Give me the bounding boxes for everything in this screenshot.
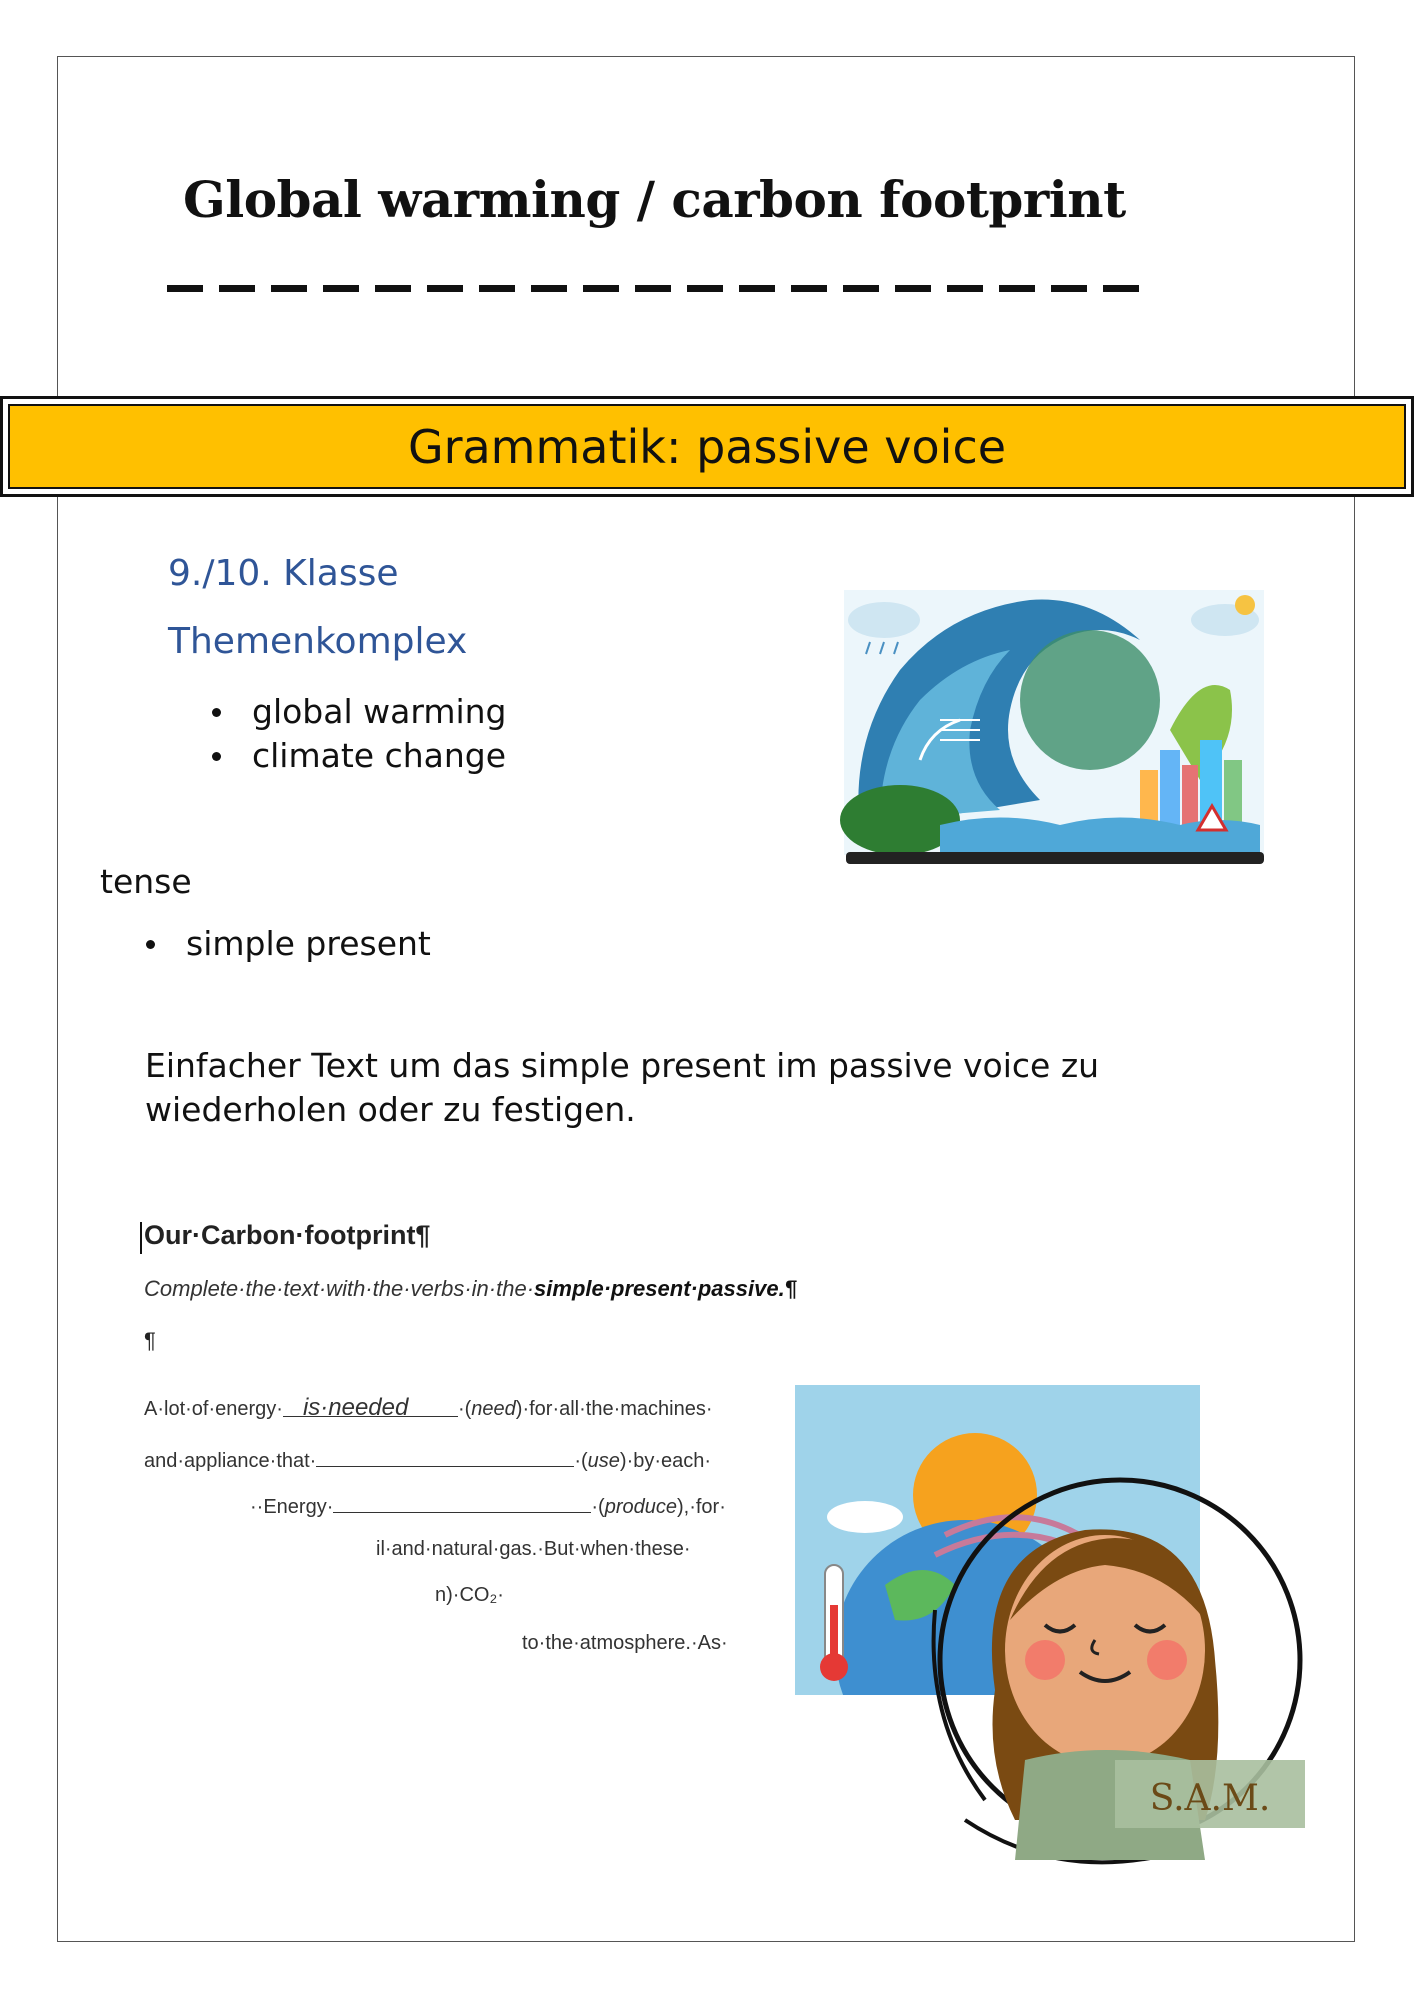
tense-item: simple present [186,922,431,966]
bullet-icon [212,708,221,717]
grammar-banner [0,396,1414,497]
topics-list [252,690,507,778]
description-text: Einfacher Text um das simple present im passive voice zu wiederholen oder zu festigen. [145,1046,1100,1129]
worksheet-title: Our·Carbon·footprint¶ [144,1220,431,1250]
worksheet-line: to·the·atmosphere.·As· [522,1632,728,1654]
worksheet-preview [140,1220,797,1680]
worksheet-instruction: Complete·the·text·with·the·verbs·in·the·simple·present·passive.¶ [144,1276,797,1301]
worksheet-line: il·and·natural·gas.·But·when·these· [376,1538,691,1560]
bullet-icon [212,752,221,761]
text-cursor [140,1222,142,1254]
topic-item: climate change [252,734,507,778]
flood-illustration [840,580,1268,890]
worksheet-line: n)·CO₂· [435,1584,504,1606]
worksheet-line: A·lot·of·energy· is·needed ·(need)·for·all·the·machines· [144,1394,713,1421]
tense-heading: tense [100,862,192,901]
topic-item: global warming [252,690,507,734]
logo-text: S.A.M. [1149,1778,1271,1819]
example-answer: is·needed [302,1394,409,1421]
bullet-icon [146,940,155,949]
topics-heading: Themenkomplex [168,621,468,662]
grade-level: 9./10. Klasse [168,553,399,594]
worksheet-line: and·appliance·that· ·(use)·by·each· [144,1444,711,1473]
worksheet-line: ··Energy· ·(produce),·for· [250,1490,726,1519]
paragraph-mark: ¶ [144,1328,156,1353]
tense-list [186,922,431,966]
page-title: Global warming / carbon footprint [183,170,1126,229]
sam-logo [905,1460,1325,1880]
banner-title: Grammatik: passive voice [407,419,1007,474]
